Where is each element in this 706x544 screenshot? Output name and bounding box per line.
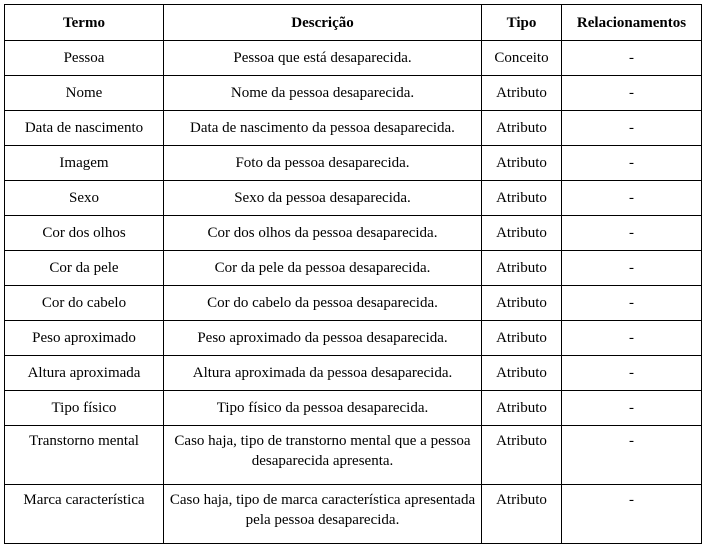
cell-termo: Tipo físico	[5, 391, 164, 426]
cell-tipo: Atributo	[482, 485, 562, 544]
cell-relacionamentos: -	[562, 216, 702, 251]
cell-relacionamentos: -	[562, 181, 702, 216]
table-row	[5, 356, 702, 391]
cell-descricao: Caso haja, tipo de transtorno mental que a pessoa desaparecida apresenta.	[164, 426, 482, 485]
cell-relacionamentos: -	[562, 485, 702, 544]
cell-termo: Marca característica	[5, 485, 164, 544]
table-row	[5, 286, 702, 321]
cell-tipo: Atributo	[482, 146, 562, 181]
cell-termo: Transtorno mental	[5, 426, 164, 485]
cell-termo: Cor da pele	[5, 251, 164, 286]
header-relacionamentos: Relacionamentos	[562, 5, 702, 41]
table-row	[5, 146, 702, 181]
cell-tipo: Atributo	[482, 286, 562, 321]
cell-descricao: Foto da pessoa desaparecida.	[164, 146, 482, 181]
cell-termo: Cor dos olhos	[5, 216, 164, 251]
cell-relacionamentos: -	[562, 111, 702, 146]
cell-tipo: Conceito	[482, 41, 562, 76]
table-row	[5, 391, 702, 426]
header-descricao: Descrição	[164, 5, 482, 41]
cell-tipo: Atributo	[482, 181, 562, 216]
header-row	[5, 5, 702, 41]
cell-termo: Data de nascimento	[5, 111, 164, 146]
cell-descricao: Peso aproximado da pessoa desaparecida.	[164, 321, 482, 356]
cell-relacionamentos: -	[562, 76, 702, 111]
cell-descricao: Cor do cabelo da pessoa desaparecida.	[164, 286, 482, 321]
cell-termo: Nome	[5, 76, 164, 111]
cell-relacionamentos: -	[562, 251, 702, 286]
table-row	[5, 216, 702, 251]
cell-relacionamentos: -	[562, 356, 702, 391]
cell-relacionamentos: -	[562, 321, 702, 356]
table-row	[5, 111, 702, 146]
cell-tipo: Atributo	[482, 391, 562, 426]
cell-descricao: Sexo da pessoa desaparecida.	[164, 181, 482, 216]
cell-termo: Imagem	[5, 146, 164, 181]
cell-descricao: Data de nascimento da pessoa desaparecida.	[164, 111, 482, 146]
header-tipo: Tipo	[482, 5, 562, 41]
table-header	[5, 5, 702, 41]
table-row	[5, 181, 702, 216]
table-row	[5, 76, 702, 111]
cell-tipo: Atributo	[482, 76, 562, 111]
table-body	[5, 41, 702, 544]
table-row	[5, 251, 702, 286]
cell-relacionamentos: -	[562, 286, 702, 321]
cell-termo: Sexo	[5, 181, 164, 216]
table-row	[5, 485, 702, 544]
cell-termo: Pessoa	[5, 41, 164, 76]
cell-termo: Peso aproximado	[5, 321, 164, 356]
cell-relacionamentos: -	[562, 426, 702, 485]
cell-termo: Cor do cabelo	[5, 286, 164, 321]
table-row	[5, 321, 702, 356]
cell-descricao: Pessoa que está desaparecida.	[164, 41, 482, 76]
cell-descricao: Caso haja, tipo de marca característica apresentada pela pessoa desaparecida.	[164, 485, 482, 544]
cell-tipo: Atributo	[482, 356, 562, 391]
cell-tipo: Atributo	[482, 426, 562, 485]
cell-relacionamentos: -	[562, 391, 702, 426]
cell-relacionamentos: -	[562, 41, 702, 76]
cell-termo: Altura aproximada	[5, 356, 164, 391]
glossary-table	[4, 4, 702, 544]
cell-descricao: Tipo físico da pessoa desaparecida.	[164, 391, 482, 426]
cell-tipo: Atributo	[482, 111, 562, 146]
cell-descricao: Nome da pessoa desaparecida.	[164, 76, 482, 111]
cell-descricao: Cor da pele da pessoa desaparecida.	[164, 251, 482, 286]
header-termo: Termo	[5, 5, 164, 41]
cell-tipo: Atributo	[482, 216, 562, 251]
cell-relacionamentos: -	[562, 146, 702, 181]
cell-descricao: Cor dos olhos da pessoa desaparecida.	[164, 216, 482, 251]
cell-tipo: Atributo	[482, 321, 562, 356]
table-row	[5, 426, 702, 485]
cell-descricao: Altura aproximada da pessoa desaparecida.	[164, 356, 482, 391]
cell-tipo: Atributo	[482, 251, 562, 286]
table-row	[5, 41, 702, 76]
